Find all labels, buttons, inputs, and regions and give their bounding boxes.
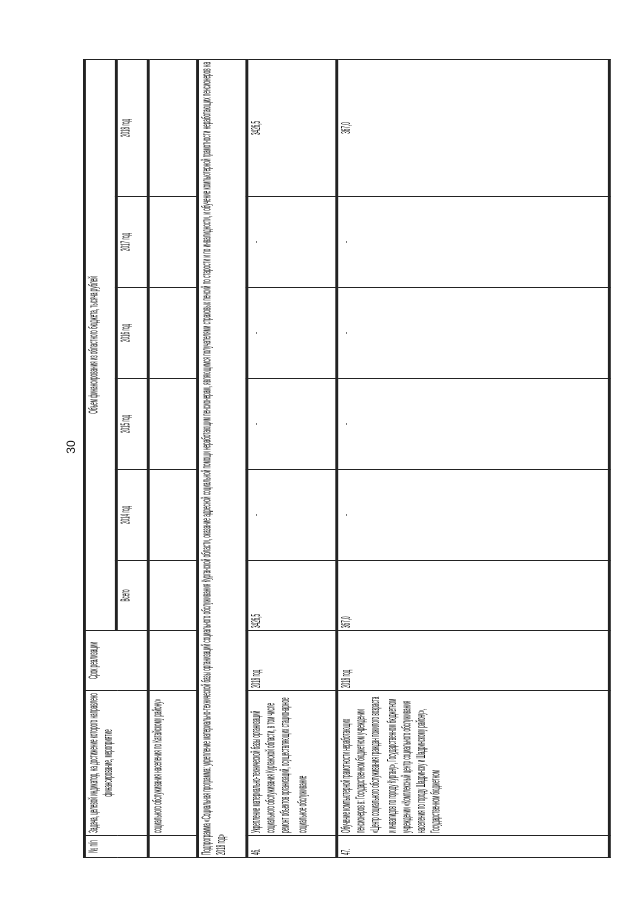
row-value-2014: - (337, 470, 610, 561)
header-year-2015: 2015 год (116, 379, 148, 470)
rotated-page (83, 60, 611, 858)
row-term: 2018 год (247, 631, 337, 691)
row-value-2018: 367,0 (337, 59, 610, 196)
row-value-2015: - (337, 379, 610, 470)
table-row (337, 59, 610, 857)
header-year-2014: 2014 год (116, 470, 148, 561)
header-task: Задача, целевой индикатор, на достижение которого направлено финансирование, мероприятие (84, 691, 148, 836)
cell-empty (148, 379, 197, 470)
funding-table (83, 59, 611, 858)
header-num: № п/п (84, 836, 148, 858)
row-value-2016: - (337, 288, 610, 379)
row-task: Укрепление материально-технической базы организаций социального обслуживания Курганской области, в том числе ремонт объектов организаций, осуществляющих стационарное социальное обслуживание (247, 691, 337, 836)
table-row-subprogram (198, 59, 247, 857)
row-num: 47. (337, 836, 610, 858)
header-year-2017: 2017 год (116, 197, 148, 288)
document-sheet (83, 60, 611, 858)
table-row (247, 59, 337, 857)
header-term: Срок реализации (84, 631, 148, 691)
row-value-2016: - (247, 288, 337, 379)
header-row-1 (84, 59, 116, 857)
header-year-2018: 2018 год (116, 59, 148, 196)
row-task: Обучение компьютерной грамотности неработающих пенсионеров в: Государственном бюджетном учреждении «Центр социального обслуживания граждан пожилого возраста и инвалидов по городу Кургану», Государственном бюджетном учреждении «Комплексный центр социального обслуживания населения по городу Шадринску и Шадринскому району», Государственном бюджетном (337, 691, 610, 836)
cell-empty (148, 59, 197, 196)
row-value-2014: - (247, 470, 337, 561)
row-num: 46. (247, 836, 337, 858)
cell-empty (148, 197, 197, 288)
subprogram-title: Подпрограмма «Социальная программа: укрепление материально-технической базы организаций социального обслуживания Курганской области, оказание адресной социальной помощи неработающим пенсионерам, являющимся получателями страховых пенсий по старости и по инвалидности, и обучение компьютерной грамотности неработающих пенсионеров на 2018 год» (198, 59, 247, 857)
row-value-2017: - (337, 197, 610, 288)
row-value-2015: - (247, 379, 337, 470)
header-year-2016: 2016 год (116, 288, 148, 379)
cell-empty (148, 631, 197, 691)
header-funding: Объем финансирования из областного бюджета, тысяча рублей (84, 59, 116, 630)
row-value-total: 3426,5 (247, 561, 337, 631)
header-year-total: Всего (116, 561, 148, 631)
row-value-total: 367,0 (337, 561, 610, 631)
table-row-carryover (148, 59, 197, 857)
row-term: 2018 год (337, 631, 610, 691)
cell-num-empty (148, 836, 197, 858)
cell-empty (148, 561, 197, 631)
cell-empty (148, 470, 197, 561)
row-value-2018: 3426,5 (247, 59, 337, 196)
cell-task-carryover: социального обслуживания населения по Катайскому району» (148, 691, 197, 836)
cell-empty (148, 288, 197, 379)
row-value-2017: - (247, 197, 337, 288)
page-number: 30 (64, 440, 78, 454)
